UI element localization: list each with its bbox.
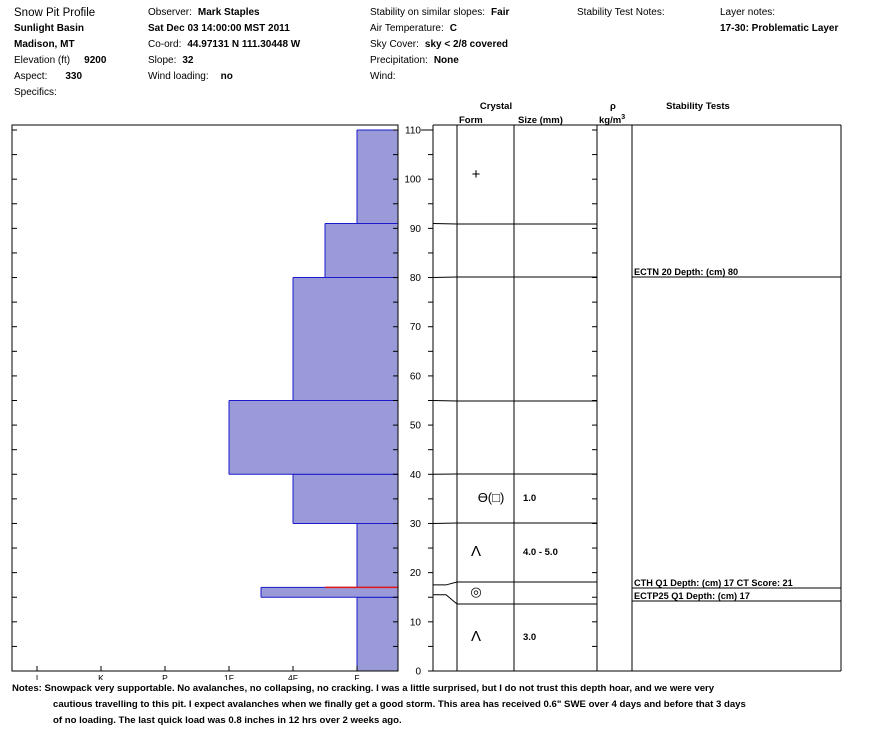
stability-test-0: ECTN 20 Depth: (cm) 80 [634,267,739,277]
layer-notes-value: 17-30: Problematic Layer [720,23,839,34]
y-tick-label-5: 50 [409,420,421,432]
x-tick-label-2: P [162,673,168,680]
notes-line-1: Snowpack very supportable. No avalanches, no collapsing, no cracking. I was a little surprised, but I do not trust this depth hoar, and we were very [44,683,715,694]
wind-loading-label: Wind loading: [148,71,209,82]
location-name: Sunlight Basin [14,23,84,34]
precip-label: Precipitation: [370,55,428,66]
observation-datetime: Sat Dec 03 14:00:00 MST 2011 [148,23,290,34]
wind-label: Wind: [370,71,396,82]
x-tick-label-1: K [98,673,104,680]
sky-cover-value: sky < 2/8 covered [424,39,509,50]
boundary-connector-lower-thin [433,595,457,604]
table-header [459,101,730,126]
x-tick-label-3: 1F [224,673,234,680]
crystal-size-4: 3.0 [523,632,537,643]
boundary-connector-2 [433,401,457,402]
boundary-connector-0 [433,223,457,224]
y-tick-label-9: 90 [409,223,421,235]
y-tick-label-0: 0 [415,666,421,678]
crystal-size-1: 1.0 [523,493,537,504]
y-tick-label-10: 100 [404,174,421,186]
region-name: Madison, MT [14,39,75,50]
stability-value: Fair [491,7,510,18]
precip-value: None [433,55,459,66]
layer-table [433,125,841,671]
boundary-connector-1 [433,277,457,278]
y-tick-label-4: 40 [409,469,421,481]
hardness-bars [229,130,398,671]
plus-icon: + [471,166,481,183]
hardness-bar-4 [229,401,398,475]
hardness-bar-2 [357,523,398,587]
x-tick-label-5: F [354,673,360,680]
aspect-label: Aspect: [14,71,48,82]
y-tick-label-1: 10 [409,617,421,629]
hardness-bar-0 [357,597,398,671]
observer-label: Observer: [148,7,192,18]
notes-block [12,681,872,729]
air-temp-value: C [449,23,457,34]
crystal-size-2: 4.0 - 5.0 [523,547,558,558]
observer-value: Mark Staples [197,7,260,18]
rho-header: ρ [610,101,616,112]
y-tick-label-11: 110 [405,125,421,137]
stability-tests-header: Stability Tests [666,101,730,112]
hardness-bar-5 [293,278,398,401]
layer-notes-label: Layer notes: [720,7,776,18]
elevation-label: Elevation (ft) [14,55,71,66]
hardness-bar-1 [261,587,398,597]
y-tick-label-3: 30 [409,518,421,530]
coord-value: 44.97131 N 111.30448 W [187,39,301,50]
x-tick-label-0: I [35,673,39,680]
sky-cover-label: Sky Cover: [370,39,419,50]
specifics-label: Specifics: [14,87,57,98]
notes-line-2: cautious travelling to this pit. I expect avalanches when we finally get a good storm. This area has received 0.6" SWE over 4 days and before that 3 days [53,699,746,710]
coord-label: Co-ord: [148,39,182,50]
density-unit-text: kg/m [599,115,622,126]
faceted-rounded-icon: ϴ(□) [477,490,505,505]
rounded-polycrystal-icon: ◎ [470,584,482,599]
boundary-connector-upper-thin [433,582,457,585]
depth-hoar-icon: Λ [470,543,482,560]
depth-hoar-icon: Λ [470,628,482,645]
density-unit-exponent: 3 [621,114,626,121]
slope-value: 32 [182,55,194,66]
slope-label: Slope: [148,55,177,66]
hardness-bar-7 [357,130,398,223]
crystal-header: Crystal [479,101,513,112]
density-unit-header [599,114,625,126]
notes-label: Notes: [12,683,42,694]
form-header: Form [459,115,483,126]
page-title: Snow Pit Profile [14,7,96,19]
x-tick-label-4: 4F [288,673,298,680]
aspect-value: 330 [65,71,83,82]
hardness-bar-6 [325,223,398,277]
wind-loading-value: no [220,71,233,82]
size-header: Size (mm) [518,115,563,126]
stability-test-1: CTH Q1 Depth: (cm) 17 CT Score: 21 [634,578,793,588]
elevation-value: 9200 [84,55,107,66]
y-tick-label-8: 80 [409,273,421,285]
notes-line-3: of no loading. The last quick load was 0.8 inches in 12 hrs over 2 weeks ago. [53,715,402,726]
y-tick-label-6: 60 [409,371,421,383]
y-tick-label-7: 70 [409,322,421,334]
stability-test-2: ECTP25 Q1 Depth: (cm) 17 [634,591,750,601]
stability-label: Stability on similar slopes: [370,7,486,18]
stability-test-notes-label: Stability Test Notes: [577,7,665,18]
y-tick-label-2: 20 [409,568,421,580]
hardness-bar-3 [293,474,398,523]
air-temp-label: Air Temperature: [370,23,444,34]
